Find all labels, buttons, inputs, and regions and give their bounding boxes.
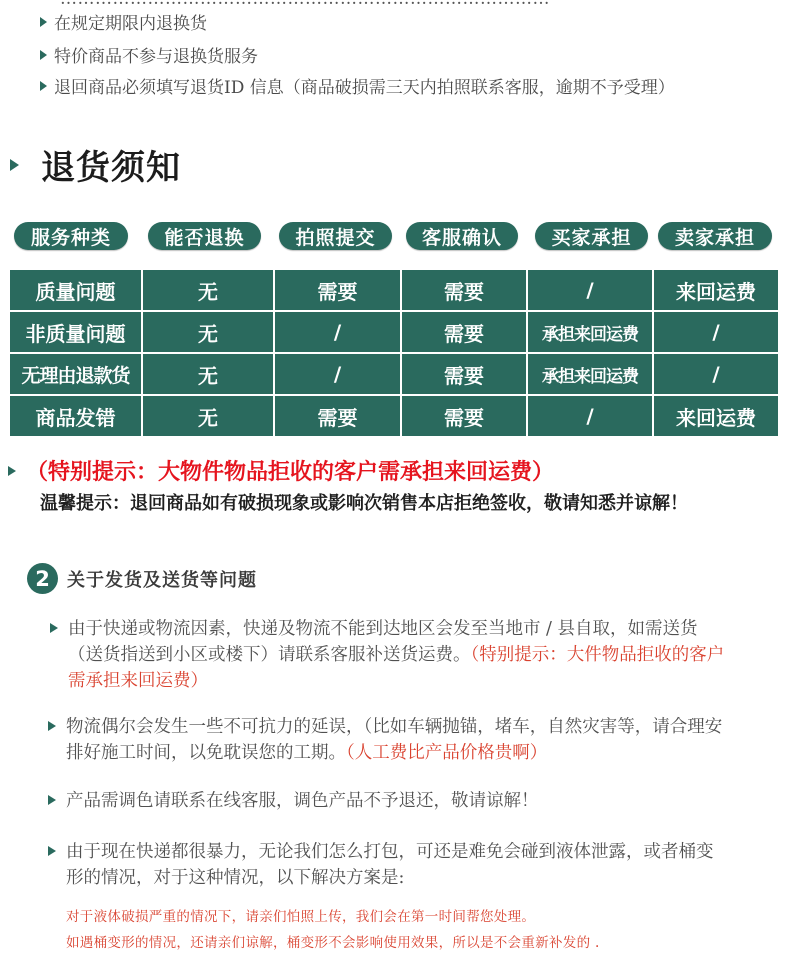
- section-2-title: 关于发货及送货等问题: [67, 569, 257, 591]
- table-row: [9, 311, 779, 353]
- triangle-bullet-icon: [40, 50, 47, 60]
- policy-item-text: 特价商品不参与退换货服务: [54, 47, 258, 67]
- policy-item-text: 在规定期限内退换货: [54, 14, 207, 34]
- table-cell: 无: [142, 353, 274, 395]
- policy-item: [40, 73, 675, 98]
- header-pill-buyer-pays: 买家承担: [535, 222, 648, 250]
- table-cell: 需要: [401, 395, 527, 437]
- paragraph-text: 由于快递或物流因素，快递及物流不能到达地区会发至当地市 / 县自取，如需送货（送货指送到小区或楼下）请联系客服补送货运费。: [68, 619, 698, 665]
- triangle-bullet-icon: [48, 721, 56, 731]
- table-cell: /: [274, 311, 401, 353]
- triangle-bullet-icon: [48, 846, 56, 856]
- header-pill-service-type: 服务种类: [14, 222, 128, 250]
- color-paragraph: [48, 788, 728, 814]
- table-cell: /: [527, 395, 653, 437]
- triangle-bullet-icon: [50, 623, 58, 633]
- table-cell-category: 商品发错: [9, 395, 142, 437]
- page-title: 退货须知: [41, 148, 181, 188]
- packaging-paragraph: [48, 839, 728, 891]
- table-cell: 需要: [401, 311, 527, 353]
- paragraph-text: 产品需调色请联系在线客服，调色产品不予退还，敬请谅解！: [66, 791, 539, 811]
- triangle-bullet-icon: [10, 159, 19, 171]
- table-cell-category: 无理由退款货: [9, 353, 142, 395]
- paragraph-text: 物流偶尔会发生一些不可抗力的延误，（比如车辆抛锚，堵车，自然灾害等，请合理安排好施工时间，以免耽误您的工期。: [66, 717, 723, 763]
- table-cell: 需要: [401, 353, 527, 395]
- return-notice-heading: [10, 140, 181, 189]
- header-pill-seller-pays: 卖家承担: [658, 222, 772, 250]
- warm-tip: 温馨提示：退回商品如有破损现象或影响次销售本店拒绝签收，敬请知悉并谅解！: [40, 493, 688, 514]
- table-cell: 需要: [401, 269, 527, 311]
- table-cell: 承担来回运费: [527, 353, 653, 395]
- table-cell: 无: [142, 395, 274, 437]
- policy-item-text: 退回商品必须填写退货ID 信息（商品破损需三天内拍照联系客服，逾期不予受理）: [54, 78, 675, 98]
- triangle-bullet-icon: [40, 17, 47, 27]
- special-tip: [8, 455, 554, 486]
- table-cell: 来回运费: [653, 269, 779, 311]
- header-pill-service-confirm: 客服确认: [406, 222, 518, 250]
- triangle-bullet-icon: [40, 81, 47, 91]
- table-cell: 无: [142, 311, 274, 353]
- table-cell: 来回运费: [653, 395, 779, 437]
- triangle-bullet-icon: [48, 795, 56, 805]
- paragraph-text: 由于现在快递都很暴力，无论我们怎么打包，可还是难免会碰到液体泄露，或者桶变形的情况，对于这种情况，以下解决方案是:: [66, 842, 714, 888]
- shipping-paragraph: [50, 616, 730, 694]
- delay-paragraph: [48, 714, 728, 766]
- table-row: [9, 269, 779, 311]
- table-cell: /: [274, 353, 401, 395]
- policy-item: [40, 9, 207, 34]
- table-cell: 承担来回运费: [527, 311, 653, 353]
- table-cell: 需要: [274, 395, 401, 437]
- table-cell: 无: [142, 269, 274, 311]
- solution-note: 对于液体破损严重的情况下，请亲们怕照上传，我们会在第一时间帮您处理。: [66, 909, 536, 925]
- triangle-bullet-icon: [8, 466, 16, 476]
- table-cell-category: 非质量问题: [9, 311, 142, 353]
- header-pill-returnable: 能否退换: [148, 222, 261, 250]
- table-cell: /: [653, 311, 779, 353]
- table-cell: 需要: [274, 269, 401, 311]
- section-number-badge: 2: [27, 563, 58, 594]
- solution-note: 如遇桶变形的情况，还请亲们谅解，桶变形不会影响使用效果，所以是不会重新补发的 .: [66, 935, 600, 951]
- clipped-text-line: [60, 0, 550, 9]
- policy-item: [40, 42, 258, 67]
- header-pill-photo: 拍照提交: [279, 222, 392, 250]
- table-row: [9, 395, 779, 437]
- table-cell-category: 质量问题: [9, 269, 142, 311]
- paragraph-highlight: （人工费比产品价格贵啊）: [346, 743, 548, 763]
- table-row: [9, 353, 779, 395]
- table-cell: /: [527, 269, 653, 311]
- section-2-heading: [27, 563, 257, 594]
- table-cell: /: [653, 353, 779, 395]
- return-policy-table: [8, 268, 780, 438]
- paragraph-highlight: （特别提示：大件物品拒收的客户需承担来回运费）: [68, 645, 725, 691]
- special-tip-text: （特别提示：大物件物品拒收的客户需承担来回运费）: [26, 459, 555, 485]
